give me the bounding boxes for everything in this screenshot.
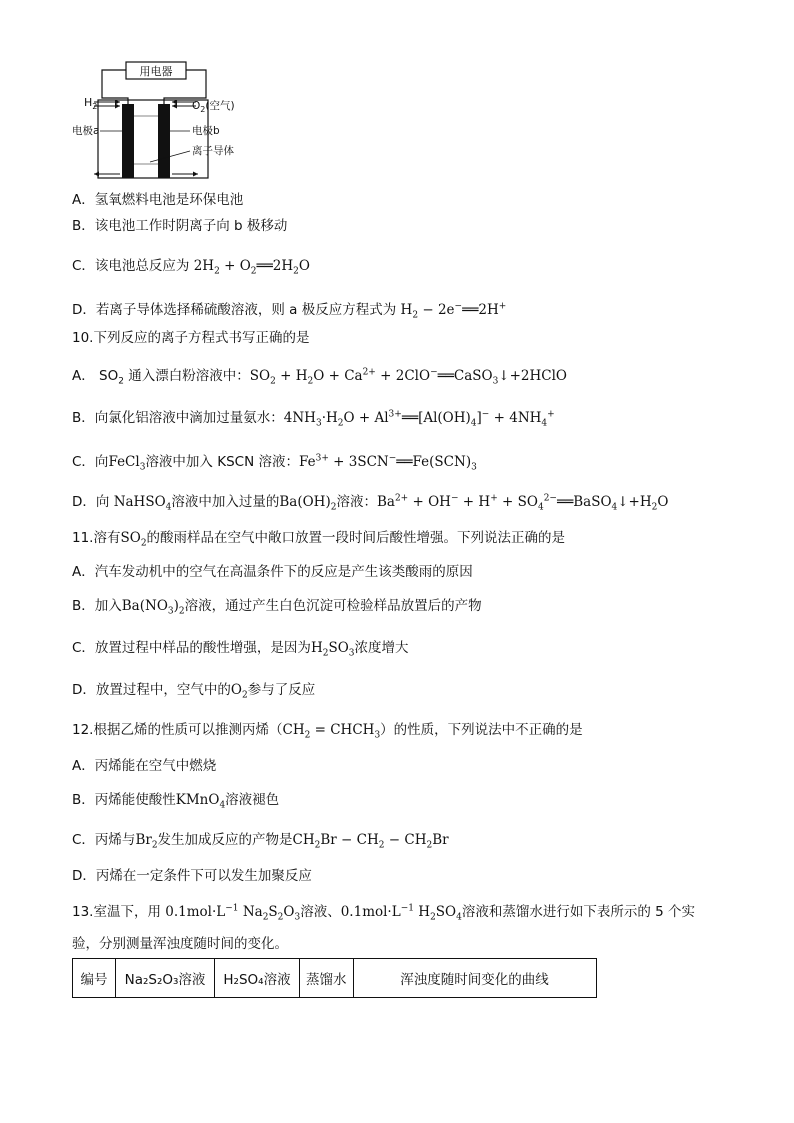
q9-option-c: C．该电池总反应为 $2H_2$ + $O_2══2H_2O$ <box>72 258 310 277</box>
experiment-table <box>72 958 597 998</box>
device-label: 用电器 <box>139 65 173 78</box>
electrode-b-plate <box>158 104 170 178</box>
q10-option-d: D．向 NaHSO$_4$溶液中加入过量的$Ba(OH)_2$溶液：$Ba^{2+} + OH^- + H^+$ + $SO_4^{2-}══BaSO_4↓+H_2O$ <box>72 493 669 513</box>
header-h2so4: H₂SO₄溶液 <box>215 959 300 998</box>
q12-option-a: A．丙烯能在空气中燃烧 <box>72 758 217 774</box>
q9-option-a: A．氢氧燃料电池是环保电池 <box>72 192 244 208</box>
table-header-row <box>73 959 597 998</box>
q13-stem: 13.室温下，用 $0.1mol\cdot L^{-1}$ $Na_2S_2O_3$溶液、$0.1mol\cdot L^{-1}$ $H_2SO_4$溶液和蒸馏水进行如下表所示的 5 个实 <box>72 903 696 923</box>
q10-option-c: C．向FeCl$_3$溶液中加入 KSCN 溶液：$Fe^{3+}$ + $3SCN^-══Fe(SCN)_3$ <box>72 453 477 473</box>
q13-stem-line2: 验，分别测量浑浊度随时间的变化。 <box>72 936 288 952</box>
electrode-a-label: 电极a <box>72 125 100 137</box>
header-id: 编号 <box>73 959 116 998</box>
q10-stem: 10.下列反应的离子方程式书写正确的是 <box>72 330 310 346</box>
header-water: 蒸馏水 <box>300 959 354 998</box>
fuel-cell-diagram <box>72 60 272 185</box>
header-na2s2o3: Na₂S₂O₃溶液 <box>116 959 215 998</box>
q11-option-d: D．放置过程中，空气中的$O_2$参与了反应 <box>72 682 316 701</box>
h2-label: $H_2$ <box>84 96 98 111</box>
q11-option-b: B．加入$Ba(NO_3)_2$溶液，通过产生白色沉淀可检验样品放置后的产物 <box>72 598 482 617</box>
electrode-b-label: 电极b <box>192 125 220 137</box>
electrode-a-plate <box>122 104 134 178</box>
q12-option-d: D．丙烯在一定条件下可以发生加聚反应 <box>72 868 312 884</box>
q12-stem: 12.根据乙烯的性质可以推测丙烯（$CH_2$ = $CHCH_3$）的性质，下列说法中不正确的是 <box>72 722 583 741</box>
q9-option-b: B．该电池工作时阴离子向 b 极移动 <box>72 218 288 234</box>
q12-option-b: B．丙烯能使酸性KMnO$_4$溶液褪色 <box>72 792 280 811</box>
ion-conductor-label: 离子导体 <box>192 145 234 157</box>
q11-option-c: C．放置过程中样品的酸性增强，是因为$H_2SO_3$浓度增大 <box>72 640 409 659</box>
q11-stem: 11.溶有$SO_2$的酸雨样品在空气中敞口放置一段时间后酸性增强。下列说法正确的是 <box>72 530 566 549</box>
header-curve: 浑浊度随时间变化的曲线 <box>353 959 596 998</box>
q10-option-b: B．向氯化铝溶液中滴加过量氨水：$4NH_3\cdot H_2O$ + $Al^{3+}══[Al(OH)_4]^- + 4NH_4^+$ <box>72 409 555 429</box>
o2-label: $O_2$(空气) <box>192 100 235 114</box>
q12-option-c: C．丙烯与$Br_2$发生加成反应的产物是$CH_2Br - CH_2 - CH_2Br$ <box>72 832 449 851</box>
q9-option-d: D．若离子导体选择稀硫酸溶液，则 a 极反应方程式为 $H_2$ − 2e−══2H+ <box>72 301 507 321</box>
q11-option-a: A．汽车发动机中的空气在高温条件下的反应是产生该类酸雨的原因 <box>72 564 473 580</box>
q10-option-a: A． $SO_2$ 通入漂白粉溶液中：$SO_2 + H_2O + Ca^{2+}$ + 2ClO−══CaSO$_3$↓+2HClO <box>72 367 567 387</box>
